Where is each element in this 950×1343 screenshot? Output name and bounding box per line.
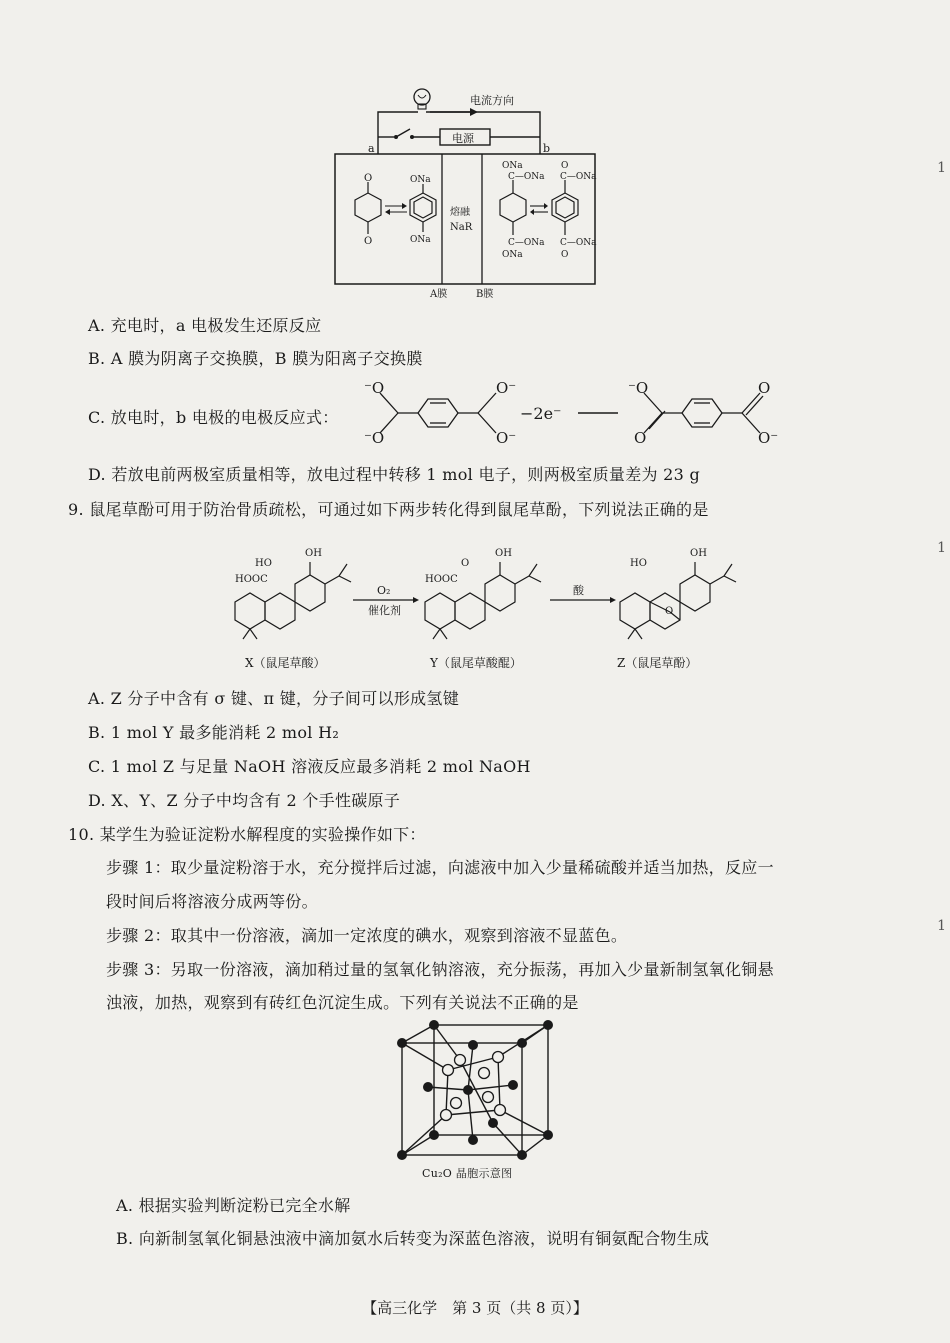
svg-text:⁻O: ⁻O	[364, 379, 385, 397]
edge-mark-1: 1	[937, 160, 946, 176]
svg-text:OH: OH	[495, 548, 512, 559]
q10-step2: 步骤 2：取其中一份溶液，滴加一定浓度的碘水，观察到溶液不显蓝色。	[106, 926, 628, 945]
q9-option-a: A. Z 分子中含有 σ 键、π 键，分子间可以形成氢键	[88, 689, 460, 708]
q9-option-b: B. 1 mol Y 最多能消耗 2 mol H₂	[88, 723, 340, 742]
edge-mark-3: 1	[937, 918, 946, 934]
svg-text:O: O	[364, 173, 373, 184]
middle-label-1: 熔融	[450, 207, 470, 218]
hydroquinone-sodium-molecule	[410, 184, 436, 232]
switch-icon	[396, 129, 410, 137]
electrode-a-label: a	[368, 142, 375, 155]
svg-text:O: O	[758, 379, 771, 397]
reagent-2: 酸	[573, 584, 584, 597]
svg-text:O: O	[561, 250, 569, 260]
middle-label-2: NaR	[450, 222, 473, 233]
svg-text:HO: HO	[630, 558, 647, 569]
equilibrium-arrow-icon-2	[530, 203, 548, 215]
svg-text:O: O	[364, 236, 373, 247]
svg-text:O: O	[561, 161, 569, 171]
q10-step3b: 浊液，加热，观察到有砖红色沉淀生成。下列有关说法不正确的是	[106, 993, 579, 1012]
svg-text:C—ONa: C—ONa	[560, 172, 597, 182]
cu2o-unit-cell-diagram	[388, 1015, 568, 1165]
z-label: Z（鼠尾草酚）	[617, 656, 698, 670]
svg-text:C—ONa: C—ONa	[508, 172, 545, 182]
molecule-z	[620, 562, 736, 639]
electrochemical-cell-diagram	[330, 82, 600, 304]
q8-option-b: B. A 膜为阴离子交换膜，B 膜为阳离子交换膜	[88, 349, 423, 368]
svg-text:OH: OH	[690, 548, 707, 559]
svg-text:C—ONa: C—ONa	[560, 238, 597, 248]
svg-text:O: O	[461, 558, 470, 569]
current-direction-label: 电流方向	[470, 94, 514, 107]
q8-option-c-prefix: C. 放电时，b 电极的电极反应式：	[88, 408, 339, 427]
q10-step1b: 段时间后将溶液分成两等份。	[106, 892, 318, 911]
q10-stem: 10. 某学生为验证淀粉水解程度的实验操作如下：	[68, 825, 426, 844]
svg-text:ONa: ONa	[502, 250, 523, 260]
q9-option-d: D. X、Y、Z 分子中均含有 2 个手性碳原子	[88, 791, 401, 810]
q10-step3a: 步骤 3：另取一份溶液，滴加稍过量的氢氧化钠溶液，充分振荡，再加入少量新制氢氧化铜悬	[106, 960, 774, 979]
reagent-1-bottom: 催化剂	[368, 604, 401, 617]
q8-option-c-equation	[360, 375, 800, 455]
edge-mark-2: 1	[937, 540, 946, 556]
svg-text:O⁻: O⁻	[496, 429, 517, 447]
svg-text:OH: OH	[305, 548, 322, 559]
svg-text:ONa: ONa	[410, 175, 431, 185]
q8-option-d: D. 若放电前两极室质量相等，放电过程中转移 1 mol 电子，则两极室质量差为 23 g	[88, 465, 701, 484]
svg-text:O: O	[634, 429, 647, 447]
svg-text:HO: HO	[255, 558, 272, 569]
reagent-1-top: O₂	[377, 584, 391, 597]
q10-option-a: A. 根据实验判断淀粉已完全水解	[116, 1196, 351, 1215]
svg-text:ONa: ONa	[410, 235, 431, 245]
crystal-caption: Cu₂O 晶胞示意图	[422, 1167, 513, 1180]
svg-text:ONa: ONa	[502, 161, 523, 171]
q9-reaction-scheme	[225, 532, 745, 682]
terephthalate-molecule-1	[500, 180, 526, 235]
q10-option-b: B. 向新制氢氧化铜悬浊液中滴加氨水后转变为深蓝色溶液，说明有铜氨配合物生成	[116, 1229, 710, 1248]
q8-option-a: A. 充电时，a 电极发生还原反应	[88, 316, 322, 335]
y-label: Y（鼠尾草酸醌）	[430, 656, 522, 670]
membrane-b-label: B膜	[476, 289, 494, 300]
membrane-a-label: A膜	[430, 289, 448, 300]
power-source-label: 电源	[452, 132, 474, 145]
svg-text:O⁻: O⁻	[496, 379, 517, 397]
q10-step1a: 步骤 1：取少量淀粉溶于水，充分搅拌后过滤，向滤液中加入少量稀硫酸并适当加热，反应一	[106, 858, 774, 877]
svg-text:C—ONa: C—ONa	[508, 238, 545, 248]
page-footer: 【高三化学 第 3 页（共 8 页）】	[362, 1299, 588, 1317]
svg-text:⁻O: ⁻O	[628, 379, 649, 397]
q9-option-c: C. 1 mol Z 与足量 NaOH 溶液反应最多消耗 2 mol NaOH	[88, 757, 531, 776]
electron-term: −2e⁻	[520, 404, 562, 423]
electrode-b-label: b	[543, 142, 551, 155]
svg-text:O: O	[665, 606, 674, 617]
x-label: X（鼠尾草酸）	[245, 656, 326, 670]
svg-text:O⁻: O⁻	[758, 429, 779, 447]
equilibrium-arrow-icon	[385, 203, 407, 215]
terephthalate-molecule-2	[552, 180, 578, 235]
svg-text:⁻O: ⁻O	[364, 429, 385, 447]
q9-stem: 9. 鼠尾草酚可用于防治骨质疏松，可通过如下两步转化得到鼠尾草酚，下列说法正确的是	[68, 500, 709, 519]
svg-text:HOOC: HOOC	[235, 574, 268, 585]
quinone-molecule	[355, 182, 381, 234]
bulb-icon	[414, 89, 430, 109]
svg-text:HOOC: HOOC	[425, 574, 458, 585]
